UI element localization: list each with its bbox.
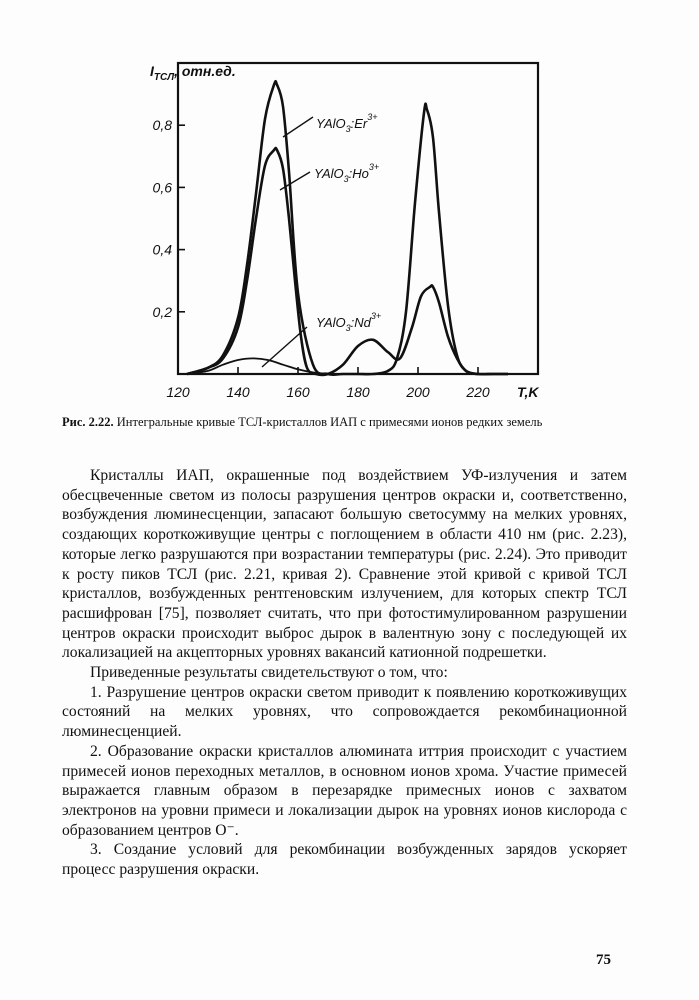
paragraph: 2. Образование окраски кристаллов алюмината иттрия происходит с участием примесей ионов переходных металлов, в основном ионов хрома. Участие примесей выражается главным образом в перезарядке примесных ионов с захватом электронов на уровни примеси и локализации дырок на уровнях ионов кислорода с образованием центров O⁻. (62, 742, 627, 839)
y-tick-label: 0,8 (152, 117, 172, 134)
y-tick-label: 0,2 (152, 303, 172, 320)
caption-text: Интегральные кривые ТСЛ-кристаллов ИАП с примесями ионов редких земель (116, 415, 543, 429)
y-axis-label: $I_{ТСЛ}$, отн.ед. (150, 63, 236, 83)
page-number: 75 (596, 952, 611, 968)
x-ticks (166, 367, 490, 400)
y-ticks (153, 117, 185, 320)
body-text (62, 466, 627, 880)
paragraph: 1. Разрушение центров окраски светом приводит к появлению короткоживущих состояний на мелких уровнях, что сопровождается рекомбинационной люминесценцией. (62, 683, 627, 741)
x-tick-label: 120 (166, 384, 190, 400)
x-tick-label: 160 (286, 384, 310, 400)
paragraph: 3. Создание условий для рекомбинации возбужденных зарядов ускоряет процесс разрушения окраски. (62, 841, 627, 879)
curve-label: $YAlO_3:Er^{3+}$ (316, 112, 378, 134)
tsl-chart (0, 0, 699, 405)
y-tick-label: 0,4 (152, 241, 172, 258)
x-tick-label: 200 (406, 384, 430, 400)
figure-caption (62, 414, 627, 431)
curve-label: $YAlO_3:Ho^{3+}$ (314, 162, 380, 184)
caption-label: Рис. 2.22. (62, 415, 114, 429)
x-tick-label: 220 (466, 384, 490, 400)
x-tick-label: 140 (226, 384, 250, 400)
paragraph: Кристаллы ИАП, окрашенные под воздействием УФ-излучения и затем обесцвеченные светом из полосы разрушения центров окраски и, соответственно, возбуждения люминесценции, запасают большую светосумму на мелких уровнях, создающих короткоживущие центры с поглощением в области 410 нм (рис. 2.23), которые легко разрушаются при возрастании температуры (рис. 2.24). Это приводит к росту пиков ТСЛ (рис. 2.21, кривая 2). Сравнение этой кривой с кривой ТСЛ кристаллов, возбужденных рентгеновским излучением, для которых спектр ТСЛ расшифрован [75], позволяет считать, что при фотостимулированном разрушении центров окраски происходит выброс дырок в валентную зону с последующей их локализацией на акцепторных уровнях вакансий катионной подрешетки. (62, 467, 627, 662)
curve-label: $YAlO_3:Nd^{3+}$ (316, 311, 382, 333)
label-leader (283, 117, 313, 137)
paragraph: Приведенные результаты свидетельствуют о том, что: (90, 664, 448, 682)
curve-labels (314, 112, 381, 333)
x-axis-label: T,K (517, 384, 539, 400)
label-leader (262, 327, 307, 367)
x-tick-label: 180 (346, 384, 370, 400)
y-tick-label: 0,6 (152, 179, 172, 196)
